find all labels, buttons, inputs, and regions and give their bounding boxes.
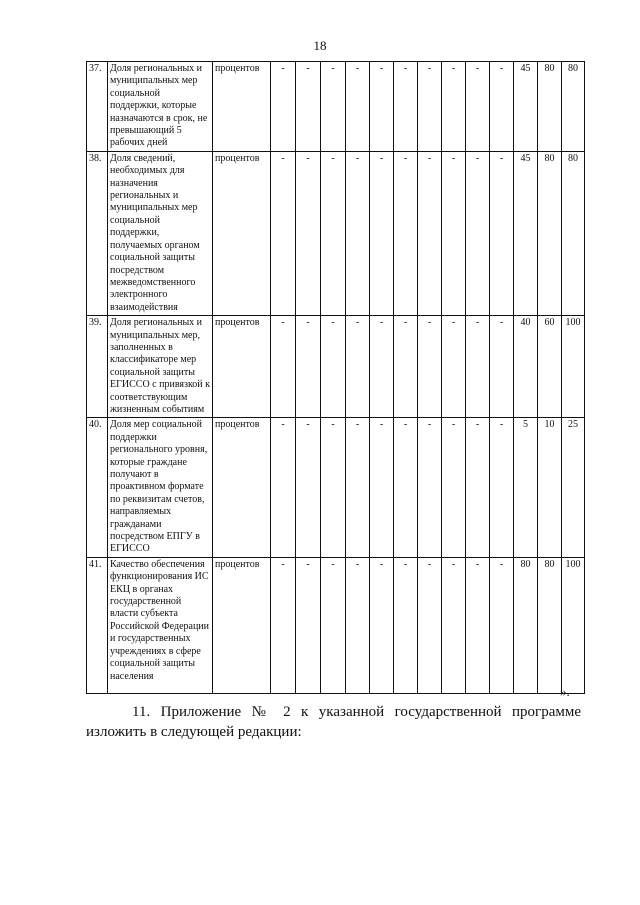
year-value-empty: - bbox=[466, 151, 490, 315]
year-value: 45 bbox=[514, 62, 538, 152]
amendment-paragraph bbox=[86, 702, 581, 742]
year-value-empty: - bbox=[321, 151, 346, 315]
year-value-empty: - bbox=[394, 62, 418, 152]
year-value-empty: - bbox=[346, 151, 370, 315]
year-value-empty: - bbox=[418, 557, 442, 693]
year-value-empty: - bbox=[490, 418, 514, 557]
year-value-empty: - bbox=[418, 316, 442, 418]
year-value-empty: - bbox=[346, 418, 370, 557]
year-value: 80 bbox=[562, 62, 585, 152]
year-value-empty: - bbox=[394, 151, 418, 315]
year-value-empty: - bbox=[370, 151, 394, 315]
unit-of-measure: процентов bbox=[213, 557, 271, 693]
year-value-empty: - bbox=[466, 418, 490, 557]
row-number: 37. bbox=[87, 62, 108, 152]
row-number: 38. bbox=[87, 151, 108, 315]
year-value: 100 bbox=[562, 557, 585, 693]
year-value-empty: - bbox=[394, 418, 418, 557]
year-value-empty: - bbox=[346, 316, 370, 418]
year-value-empty: - bbox=[394, 316, 418, 418]
year-value-empty: - bbox=[321, 418, 346, 557]
table-row bbox=[87, 62, 585, 152]
year-value: 80 bbox=[538, 151, 562, 315]
closing-quote-mark: ». bbox=[560, 684, 570, 699]
year-value-empty: - bbox=[442, 316, 466, 418]
year-value-empty: - bbox=[490, 557, 514, 693]
year-value-empty: - bbox=[442, 557, 466, 693]
year-value: 10 bbox=[538, 418, 562, 557]
year-value-empty: - bbox=[466, 62, 490, 152]
year-value-empty: - bbox=[296, 151, 321, 315]
table-row bbox=[87, 418, 585, 557]
year-value-empty: - bbox=[346, 557, 370, 693]
year-value-empty: - bbox=[442, 151, 466, 315]
year-value-empty: - bbox=[296, 418, 321, 557]
year-value: 80 bbox=[562, 151, 585, 315]
year-value-empty: - bbox=[418, 418, 442, 557]
table-row bbox=[87, 151, 585, 315]
row-number: 39. bbox=[87, 316, 108, 418]
year-value-empty: - bbox=[321, 557, 346, 693]
year-value-empty: - bbox=[490, 62, 514, 152]
indicator-name: Доля сведений, необходимых для назначения региональных и муниципальных мер социальной поддержки, получаемых органом социальной защиты посредством межведомственного электронного взаимодействия bbox=[108, 151, 213, 315]
year-value-empty: - bbox=[418, 151, 442, 315]
year-value-empty: - bbox=[271, 151, 296, 315]
indicator-name: Доля мер социальной поддержки регионального уровня, которые граждане получают в проактивном формате по реквизитам счетов, направляемых гражданами посредством ЕПГУ в ЕГИССО bbox=[108, 418, 213, 557]
paragraph-line-2: изложить в следующей редакции: bbox=[86, 724, 302, 740]
year-value-empty: - bbox=[370, 418, 394, 557]
year-value-empty: - bbox=[321, 316, 346, 418]
year-value-empty: - bbox=[296, 557, 321, 693]
indicator-name: Доля региональных и муниципальных мер социальной поддержки, которые назначаются в срок, не превышающий 5 рабочих дней bbox=[108, 62, 213, 152]
unit-of-measure: процентов bbox=[213, 418, 271, 557]
year-value-empty: - bbox=[466, 316, 490, 418]
page-number: 18 bbox=[313, 38, 327, 53]
year-value-empty: - bbox=[442, 62, 466, 152]
year-value-empty: - bbox=[370, 316, 394, 418]
year-value: 40 bbox=[514, 316, 538, 418]
row-number: 40. bbox=[87, 418, 108, 557]
year-value-empty: - bbox=[418, 62, 442, 152]
year-value-empty: - bbox=[466, 557, 490, 693]
table-body bbox=[87, 62, 585, 694]
year-value-empty: - bbox=[370, 557, 394, 693]
year-value-empty: - bbox=[490, 151, 514, 315]
year-value-empty: - bbox=[271, 62, 296, 152]
year-value: 80 bbox=[538, 557, 562, 693]
indicator-name: Качество обеспечения функционирования ИС ЕКЦ в органах государственной власти субъекта Российской Федерации и государственных учреждениях в сфере социальной защиты населения bbox=[108, 557, 213, 693]
indicator-name: Доля региональных и муниципальных мер, заполненных в классификаторе мер социальной защиты ЕГИССО с привязкой к соответствующим жизненным событиям bbox=[108, 316, 213, 418]
year-value-empty: - bbox=[271, 418, 296, 557]
unit-of-measure: процентов bbox=[213, 316, 271, 418]
paragraph-line-1: 11. Приложение № 2 к указанной государственной программе bbox=[132, 704, 581, 720]
year-value: 80 bbox=[514, 557, 538, 693]
row-number: 41. bbox=[87, 557, 108, 693]
year-value-empty: - bbox=[370, 62, 394, 152]
table-row bbox=[87, 557, 585, 693]
table-row bbox=[87, 316, 585, 418]
year-value: 60 bbox=[538, 316, 562, 418]
year-value-empty: - bbox=[394, 557, 418, 693]
year-value-empty: - bbox=[296, 62, 321, 152]
indicators-table bbox=[86, 61, 585, 694]
year-value-empty: - bbox=[271, 557, 296, 693]
year-value: 100 bbox=[562, 316, 585, 418]
year-value-empty: - bbox=[271, 316, 296, 418]
year-value: 45 bbox=[514, 151, 538, 315]
year-value: 80 bbox=[538, 62, 562, 152]
year-value-empty: - bbox=[321, 62, 346, 152]
year-value: 25 bbox=[562, 418, 585, 557]
year-value-empty: - bbox=[490, 316, 514, 418]
year-value-empty: - bbox=[346, 62, 370, 152]
unit-of-measure: процентов bbox=[213, 62, 271, 152]
year-value-empty: - bbox=[442, 418, 466, 557]
year-value-empty: - bbox=[296, 316, 321, 418]
year-value: 5 bbox=[514, 418, 538, 557]
unit-of-measure: процентов bbox=[213, 151, 271, 315]
